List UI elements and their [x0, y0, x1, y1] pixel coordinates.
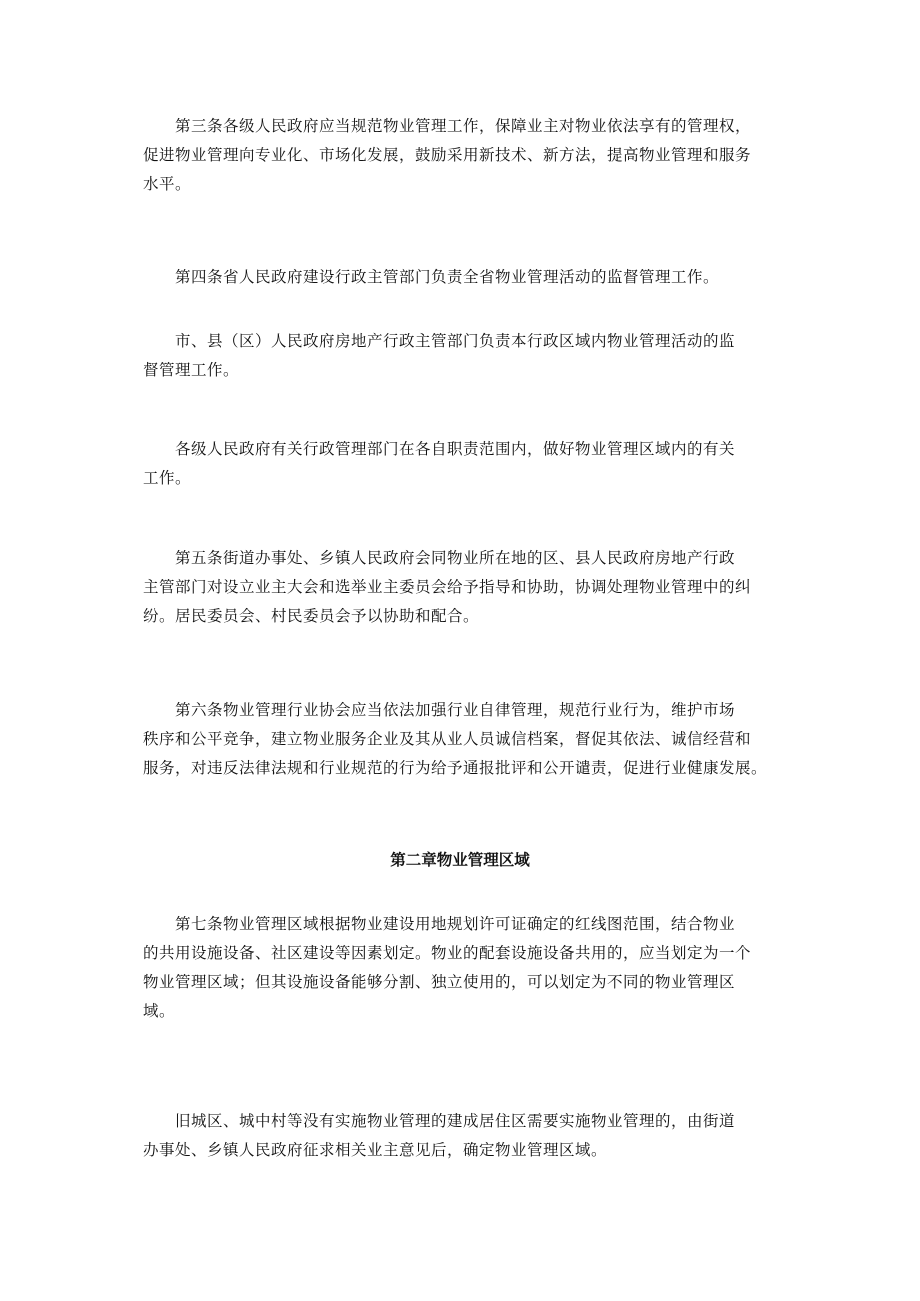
- text-line: 第三条各级人民政府应当规范物业管理工作，保障业主对物业依法享有的管理权，: [143, 117, 752, 135]
- paragraph-article-4-clause-3: [143, 435, 783, 493]
- paragraph-article-4-clause-2: [143, 327, 783, 385]
- paragraph-article-7-clause-2: [143, 1107, 783, 1165]
- text-line: 各级人民政府有关行政管理部门在各自职责范围内，做好物业管理区域内的有关: [143, 440, 736, 458]
- text-line: 办事处、乡镇人民政府征求相关业主意见后，确定物业管理区域。: [143, 1141, 608, 1159]
- text-line: 督管理工作。: [143, 361, 240, 379]
- paragraph-article-6: [143, 696, 783, 783]
- text-line: 主管部门对设立业主大会和选举业主委员会给予指导和协助，协调处理物业管理中的纠: [143, 578, 752, 596]
- text-line: 第四条省人民政府建设行政主管部门负责全省物业管理活动的监督管理工作。: [143, 268, 720, 286]
- chapter-heading: 第二章物业管理区域: [390, 851, 530, 869]
- text-line: 水平。: [143, 175, 192, 193]
- paragraph-article-3: [143, 112, 783, 199]
- text-line: 第六条物业管理行业协会应当依法加强行业自律管理，规范行业行为，维护市场: [143, 701, 736, 719]
- text-line: 促进物业管理向专业化、市场化发展，鼓励采用新技术、新方法，提高物业管理和服务: [143, 146, 752, 164]
- text-line: 物业管理区域；但其设施设备能够分割、独立使用的，可以划定为不同的物业管理区: [143, 973, 736, 991]
- paragraph-article-4: [143, 263, 783, 292]
- paragraph-article-5: [143, 544, 783, 631]
- text-line: 市、县（区）人民政府房地产行政主管部门负责本行政区域内物业管理活动的监: [143, 332, 736, 350]
- text-line: 第七条物业管理区域根据物业建设用地规划许可证确定的红线图范围，结合物业: [143, 915, 736, 933]
- text-line: 服务，对违反法律法规和行业规范的行为给予通报批评和公开谴责，促进行业健康发展。: [143, 759, 768, 777]
- text-line: 的共用设施设备、社区建设等因素划定。物业的配套设施设备共用的，应当划定为一个: [143, 944, 752, 962]
- text-line: 第五条街道办事处、乡镇人民政府会同物业所在地的区、县人民政府房地产行政: [143, 549, 736, 567]
- text-line: 域。: [143, 1002, 176, 1020]
- text-line: 秩序和公平竞争，建立物业服务企业及其从业人员诚信档案，督促其依法、诚信经营和: [143, 730, 752, 748]
- text-line: 旧城区、城中村等没有实施物业管理的建成居住区需要实施物业管理的，由街道: [143, 1112, 736, 1130]
- text-line: 纷。居民委员会、村民委员会予以协助和配合。: [143, 607, 480, 625]
- paragraph-article-7: [143, 910, 783, 1026]
- text-line: 工作。: [143, 469, 192, 487]
